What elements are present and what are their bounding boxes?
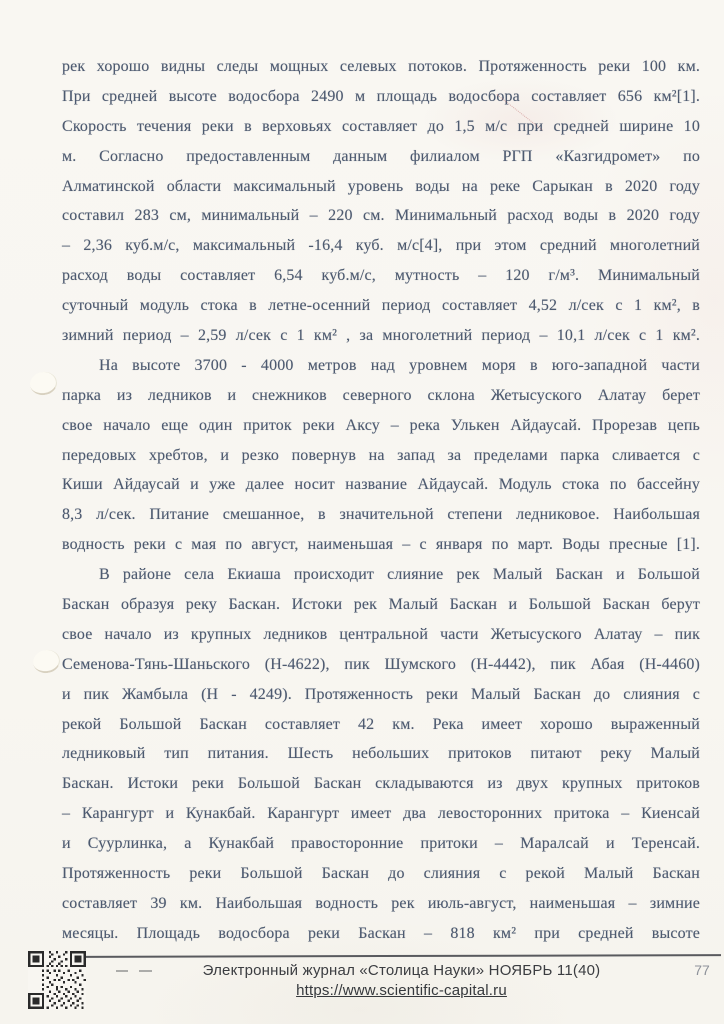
text-line: Протяженность реки Большой Баскан до слияния с рекой Малый Баскан (62, 865, 700, 883)
page-footer (85, 961, 718, 1000)
text-line: водность реки с мая по август, наименьшая – с января по март. Воды пресные [1]. (62, 536, 700, 554)
footer-divider (85, 954, 721, 958)
text-line-paragraph-start: В районе села Екиаша происходит слияние рек Малый Баскан и Большой (99, 566, 700, 584)
text-line: Киши Айдаусай и уже далее носит название Айдаусай. Модуль стока по бассейну (62, 476, 700, 494)
text-line: суточный модуль стока в летне-осенний период составляет 4,52 л/сек с 1 км², в (62, 297, 700, 315)
text-line: месяцы. Площадь водосбора реки Баскан – 818 км² при средней высоте (62, 924, 700, 942)
text-line: и пик Жамбыла (Н - 4249). Протяженность реки Малый Баскан до слияния с (62, 685, 700, 703)
text-line: рекой Большой Баскан составляет 42 км. Река имеет хорошо выраженный (62, 715, 700, 733)
page-number: 77 (694, 962, 710, 978)
punch-hole-mark (31, 648, 62, 675)
text-line: – 2,36 куб.м/с, максимальный -16,4 куб. м/с[4], при этом средний многолетний (62, 237, 700, 255)
text-line: Баскан. Истоки реки Большой Баскан складываются из двух крупных притоков (62, 775, 700, 793)
text-line: свое начало еще один приток реки Аксу – река Улькен Айдаусай. Прорезав цепь (62, 416, 700, 434)
journal-title: Электронный журнал «Столица Науки» НОЯБРЬ 11(40) (202, 962, 601, 979)
text-line: 8,3 л/сек. Питание смешанное, в значительной степени ледниковое. Наибольшая (62, 506, 700, 524)
text-line: м. Согласно предоставленным данным филиалом РГП «Казгидромет» по (62, 147, 700, 165)
qr-code-icon (28, 951, 86, 1009)
text-line: и Суурлинка, а Кунакбай правосторонние притоки – Маралсай и Теренсай. (62, 835, 700, 853)
text-line: Семенова-Тянь-Шаньского (Н-4622), пик Шумского (Н-4442), пик Абая (Н-4460) (62, 655, 700, 673)
punch-hole-mark (28, 370, 59, 397)
article-body (62, 52, 700, 949)
text-line: парка из ледников и снежников северного склона Жетысуского Алатау берет (62, 386, 700, 404)
text-line: зимний период – 2,59 л/сек с 1 км² , за многолетний период – 10,1 л/сек с 1 км². (62, 327, 700, 345)
text-line: рек хорошо видны следы мощных селевых потоков. Протяженность реки 100 км. (62, 58, 700, 75)
text-line: Скорость течения реки в верховьях составляет до 1,5 м/с при средней ширине 10 (62, 117, 700, 135)
text-line: ледниковый тип питания. Шесть небольших притоков питают реку Малый (62, 745, 700, 763)
text-line: составил 283 см, минимальный – 220 см. Минимальный расход воды в 2020 году (62, 207, 700, 225)
text-line: При средней высоте водосбора 2490 м площадь водосбора составляет 656 км²[1]. (62, 87, 700, 105)
text-line: – Карангурт и Кунакбай. Карангурт имеет два левосторонних притока – Киенсай (62, 805, 700, 823)
text-line: Баскан образуя реку Баскан. Истоки рек Малый Баскан и Большой Баскан берут (62, 596, 700, 614)
text-line: передовых хребтов, и резко повернув на запад за пределами парка сливается с (62, 446, 700, 464)
journal-url-link[interactable]: https://www.scientific-capital.ru (296, 982, 507, 999)
text-line: расход воды составляет 6,54 куб.м/с, мутность – 120 г/м³. Минимальный (62, 267, 700, 285)
text-line: составляет 39 км. Наибольшая водность рек июль-август, наименьшая – зимние (62, 894, 700, 912)
text-line: свое начало из крупных ледников центральной части Жетысуского Алатау – пик (62, 625, 700, 643)
text-line-paragraph-start: На высоте 3700 - 4000 метров над уровнем моря в юго-западной части (99, 356, 700, 374)
text-line: Алматинской области максимальный уровень воды на реке Сарыкан в 2020 году (62, 177, 700, 195)
